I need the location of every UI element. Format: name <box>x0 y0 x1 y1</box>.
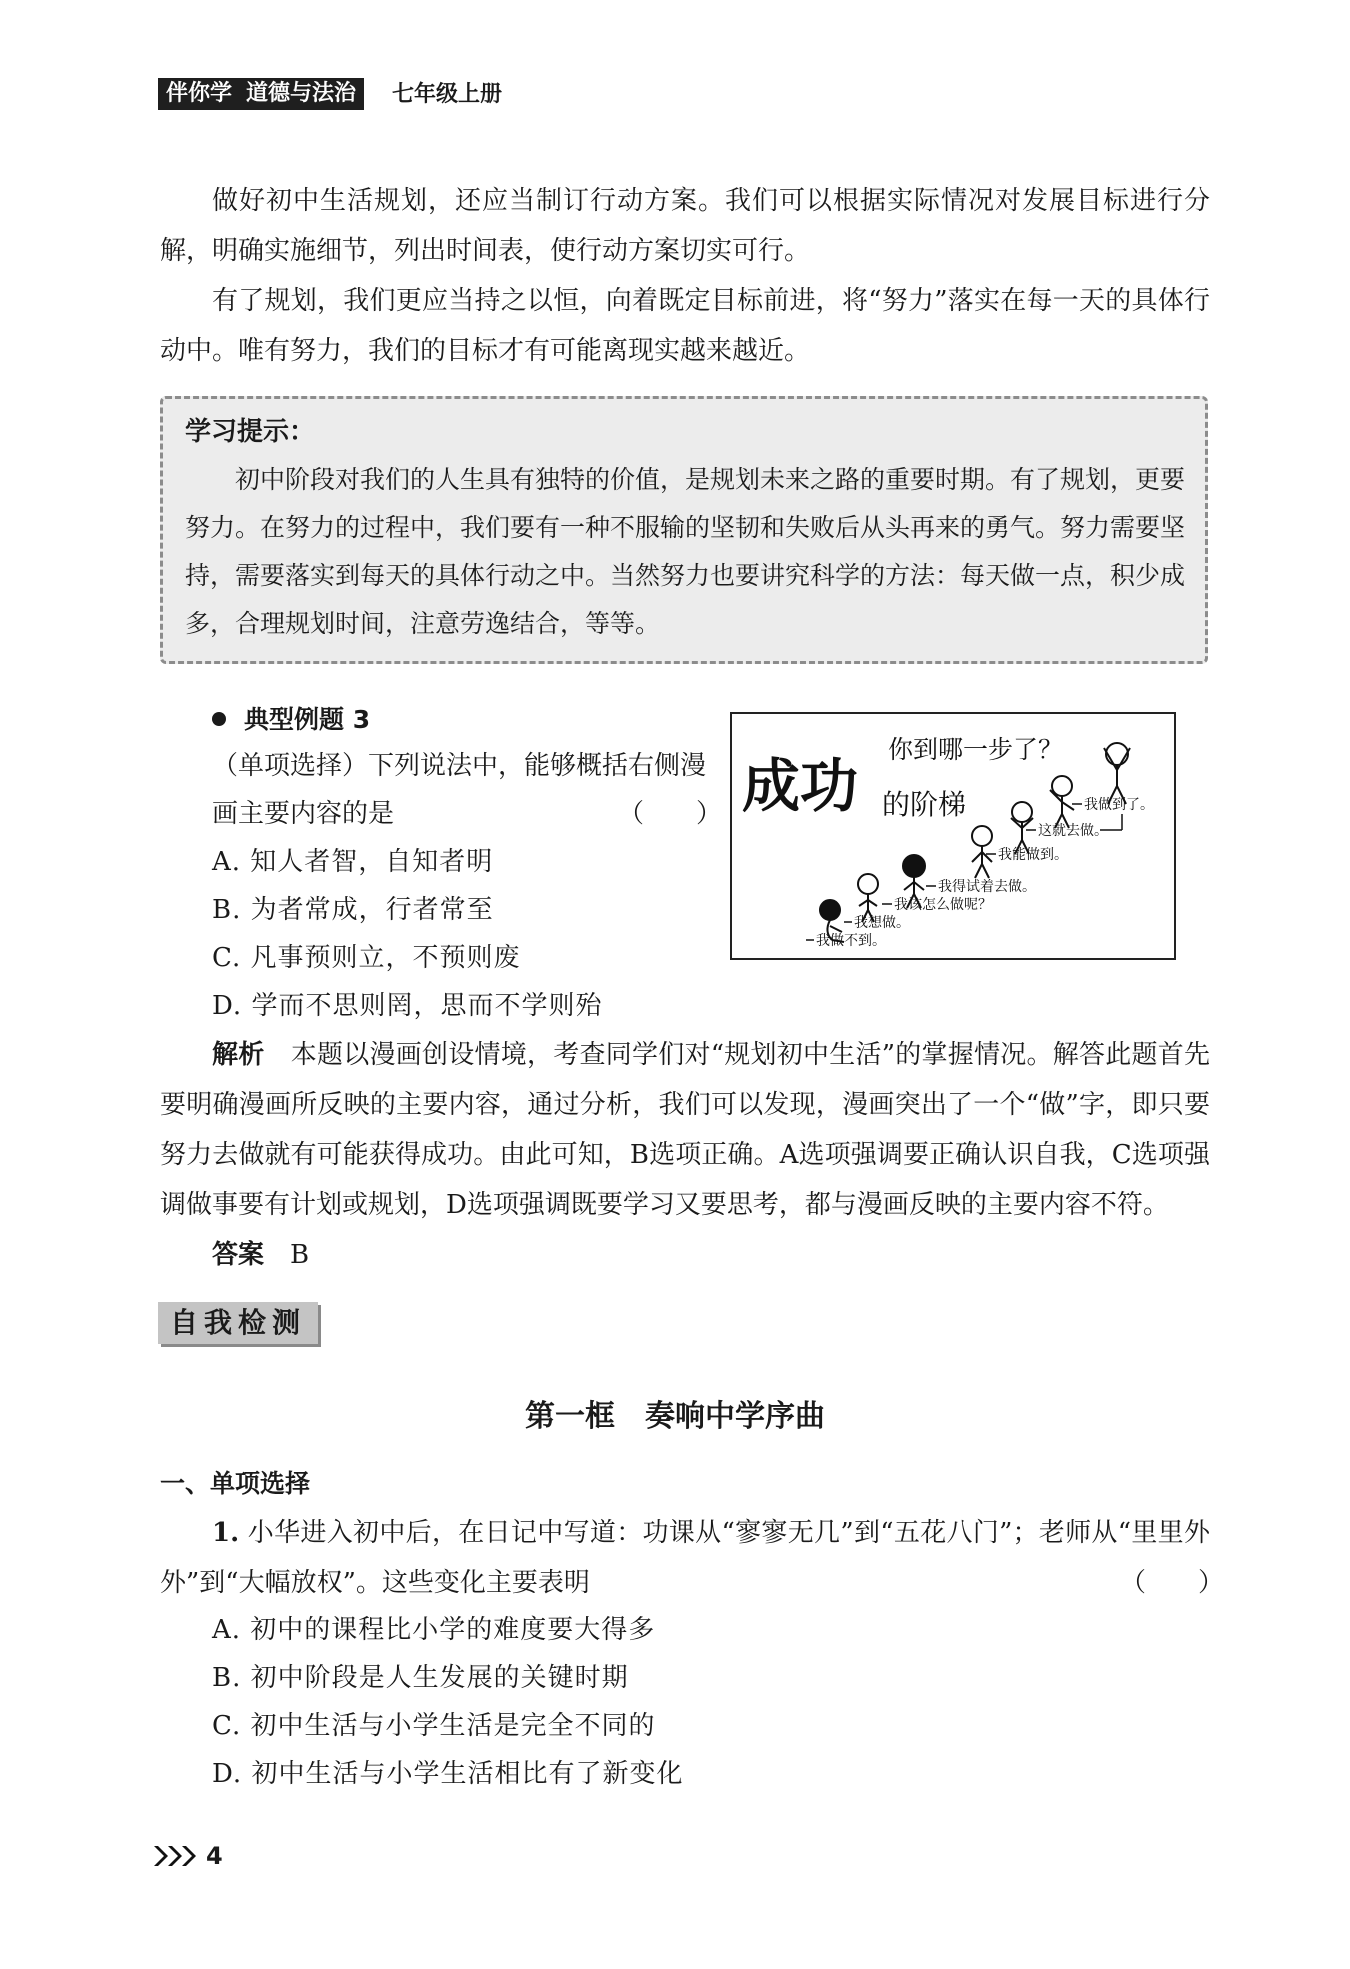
bullet-icon <box>212 712 226 726</box>
success-ladder-comic <box>730 712 1176 960</box>
question-1-option-c: C. 初中生活与小学生活是完全不同的 <box>212 1711 656 1741</box>
example-answer <box>212 1230 309 1280</box>
paragraph-effort: 有了规划，我们更应当持之以恒，向着既定目标前进，将“努力”落实在每一天的具体行动中。唯有努力，我们的目标才有可能离现实越来越近。 <box>160 286 1210 366</box>
analysis-label: 解析 <box>212 1040 265 1070</box>
stick-figure-4 <box>972 826 992 878</box>
study-tip-title: 学习提示： <box>185 417 316 447</box>
example-analysis <box>160 1030 1210 1230</box>
paragraph-plan: 做好初中生活规划，还应当制订行动方案。我们可以根据实际情况对发展目标进行分解，明确实施细节，列出时间表，使行动方案切实可行。 <box>160 186 1210 266</box>
stick-figure-7 <box>1104 743 1130 804</box>
question-1-number: 1. <box>212 1518 240 1548</box>
comic-question: 你到哪一步了？ <box>888 735 1064 764</box>
comic-step-6: 我想做。 <box>854 915 910 931</box>
analysis-text: 本题以漫画创设情境，考查同学们对“规划初中生活”的掌握情况。解答此题首先要明确漫画所反映的主要内容，通过分析，我们可以发现，漫画突出了一个“做”字，即只要努力去做就有可能获得成功。由此可知，B选项正确。A选项强调要正确认识自我，C选项强调做事要有计划或规划，D选项强调既要学习又要思考，都与漫画反映的主要内容不符。 <box>160 1040 1210 1220</box>
stick-figure-6 <box>1050 776 1074 828</box>
comic-step-2: 这就去做。 <box>1038 823 1108 839</box>
header-book-tag <box>158 78 364 110</box>
example-title-text: 典型例题 3 <box>244 705 371 734</box>
comic-step-1: 我做到了。 <box>1084 797 1154 813</box>
sub-title-single-choice: 一、单项选择 <box>160 1469 311 1498</box>
question-1-option-b: B. 初中阶段是人生发展的关键时期 <box>212 1663 629 1693</box>
example-answer-bracket: （ ） <box>618 799 723 829</box>
example-stem: （单项选择）下列说法中，能够概括右侧漫画主要内容的是 <box>212 751 707 829</box>
comic-step-5: 我该怎么做呢？ <box>894 897 992 913</box>
header-book: 伴你学 <box>166 81 233 106</box>
answer-value: B <box>290 1240 310 1270</box>
example-option-b: B. 为者常成，行者常至 <box>212 895 494 925</box>
question-1-option-a: A. 初中的课程比小学的难度要大得多 <box>212 1615 656 1645</box>
page-marker-icon <box>152 1840 202 1872</box>
comic-big-title: 成功 <box>742 752 859 820</box>
comic-step-4: 我得试着去做。 <box>938 879 1036 895</box>
example-title <box>212 700 370 740</box>
study-tip-body: 初中阶段对我们的人生具有独特的价值，是规划未来之路的重要时期。有了规划，更要努力。在努力的过程中，我们要有一种不服输的坚韧和失败后从头再来的勇气。努力需要坚持，需要落实到每天的具体行动之中。当然努力也要讲究科学的方法：每天做一点，积少成多，合理规划时间，注意劳逸结合，等等。 <box>185 465 1186 638</box>
question-1-text: 小华进入初中后，在日记中写道：功课从“寥寥无几”到“五花八门”；老师从“里里外外”到“大幅放权”。这些变化主要表明 <box>160 1518 1211 1598</box>
example-option-d: D. 学而不思则罔，思而不学则殆 <box>212 991 603 1021</box>
page-number: 4 <box>206 1842 223 1870</box>
example-option-c: C. 凡事预则立，不预则废 <box>212 943 521 973</box>
comic-small-title: 的阶梯 <box>882 788 967 821</box>
self-check-tag: 自我检测 <box>158 1302 318 1344</box>
question-1-bracket: （ ） <box>1120 1568 1225 1598</box>
section-title: 第一框 奏响中学序曲 <box>525 1399 825 1434</box>
header-subject: 道德与法治 <box>246 81 357 106</box>
comic-drawing <box>732 714 1174 958</box>
comic-step-3: 我能做到。 <box>998 847 1068 863</box>
header-grade: 七年级上册 <box>392 81 503 107</box>
question-1 <box>160 1508 1210 1608</box>
answer-label: 答案 <box>212 1240 265 1270</box>
question-1-option-d: D. 初中生活与小学生活相比有了新变化 <box>212 1759 684 1789</box>
comic-step-7: 我做不到。 <box>816 933 886 949</box>
example-option-a: A. 知人者智，自知者明 <box>212 847 494 877</box>
